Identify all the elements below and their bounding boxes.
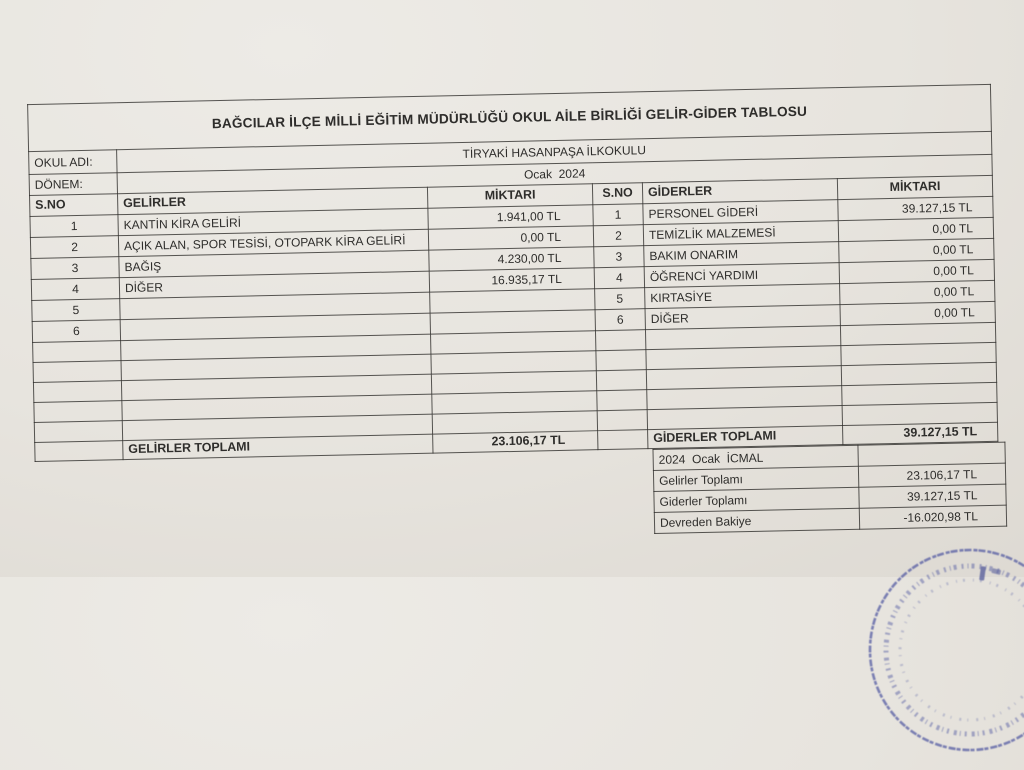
empty-cell: [33, 341, 121, 363]
expense-row-name: DİĞER: [645, 305, 840, 330]
expense-total-label: GİDERLER TOPLAMI: [648, 426, 843, 449]
income-row-no: 5: [32, 299, 120, 322]
expense-row-name: KIRTASİYE: [645, 284, 840, 309]
income-row-no: 1: [30, 215, 118, 238]
expense-name-header: GİDERLER: [642, 179, 837, 204]
expense-sno-header: S.NO: [592, 183, 642, 205]
expense-total-amount: 39.127,15 TL: [843, 422, 998, 444]
empty-cell: [596, 370, 646, 391]
income-sno-header: S.NO: [30, 194, 118, 217]
summary-row-amount: 39.127,15 TL: [859, 484, 1006, 508]
gelir-gider-table: [27, 84, 998, 462]
expense-row-no: 6: [595, 309, 645, 331]
expense-row-amount: 0,00 TL: [840, 301, 995, 325]
empty-cell: [595, 330, 645, 351]
empty-cell: [596, 350, 646, 371]
income-row-name: KANTİN KİRA GELİRİ: [118, 208, 428, 235]
empty-cell: [33, 361, 121, 383]
official-round-stamp-icon: [850, 530, 1024, 770]
expense-row-amount: 0,00 TL: [839, 238, 994, 262]
empty-cell: [597, 390, 647, 411]
summary-row-amount: 23.106,17 TL: [858, 463, 1005, 487]
summary-table: [652, 442, 1007, 534]
expense-row-name: BAKIM ONARIM: [644, 242, 839, 267]
income-row-amount: 4.230,00 TL: [429, 247, 594, 271]
income-total-label: GELİRLER TOPLAMI: [123, 434, 433, 459]
expense-row-name: PERSONEL GİDERİ: [643, 200, 838, 225]
expense-row-no: 3: [594, 246, 644, 268]
income-row-amount: 1.941,00 TL: [428, 205, 593, 229]
income-row-amount: 0,00 TL: [428, 226, 593, 250]
income-row-no: 3: [31, 257, 119, 280]
summary-row-amount: -16.020,98 TL: [859, 505, 1006, 529]
school-name-label: OKUL ADI:: [29, 150, 117, 175]
empty-cell: [34, 401, 122, 423]
expense-row-amount: 0,00 TL: [840, 280, 995, 304]
summary-row-label: Gelirler Toplamı: [653, 466, 858, 491]
expense-amount-header: MİKTARI: [837, 175, 992, 199]
empty-cell: [35, 441, 123, 462]
period-label: DÖNEM:: [29, 173, 117, 196]
income-total-amount: 23.106,17 TL: [433, 431, 598, 453]
expense-row-no: 4: [594, 267, 644, 289]
income-name-header: GELİRLER: [118, 187, 428, 214]
school-name-value: TİRYAKİ HASANPAŞA İLKOKULU: [117, 131, 992, 172]
income-row-name: DİĞER: [119, 271, 429, 298]
expense-row-name: ÖĞRENCİ YARDIMI: [644, 263, 839, 288]
expense-row-amount: 0,00 TL: [839, 259, 994, 283]
summary-row-label: Giderler Toplamı: [654, 487, 859, 512]
summary-row-label: Devreden Bakiye: [654, 508, 859, 533]
period-value: Ocak 2024: [117, 154, 992, 193]
expense-row-no: 2: [593, 225, 643, 247]
expense-row-amount: 0,00 TL: [838, 217, 993, 241]
expense-row-name: TEMİZLİK MALZEMESİ: [643, 221, 838, 246]
empty-cell: [598, 430, 648, 450]
income-row-no: 2: [30, 236, 118, 259]
expense-row-no: 5: [595, 288, 645, 310]
income-row-no: 6: [32, 320, 120, 343]
expense-row-amount: 39.127,15 TL: [838, 196, 993, 220]
empty-cell: [597, 410, 647, 431]
income-row-name: BAĞIŞ: [119, 250, 429, 277]
document-title: BAĞCILAR İLÇE MİLLİ EĞİTİM MÜDÜRLÜĞÜ OKUL AİLE BİRLİĞİ GELİR-GİDER TABLOSU: [28, 84, 992, 151]
income-row-no: 4: [31, 278, 119, 301]
income-row-amount: 16.935,17 TL: [429, 268, 594, 292]
summary-title: 2024 Ocak İCMAL: [653, 445, 858, 470]
empty-cell: [34, 421, 122, 443]
expense-row-no: 1: [593, 204, 643, 226]
document-sheet: [27, 84, 999, 564]
income-row-name: AÇIK ALAN, SPOR TESİSİ, OTOPARK KİRA GELİRİ: [118, 229, 428, 256]
income-amount-header: MİKTARI: [427, 184, 592, 208]
empty-cell: [33, 381, 121, 403]
